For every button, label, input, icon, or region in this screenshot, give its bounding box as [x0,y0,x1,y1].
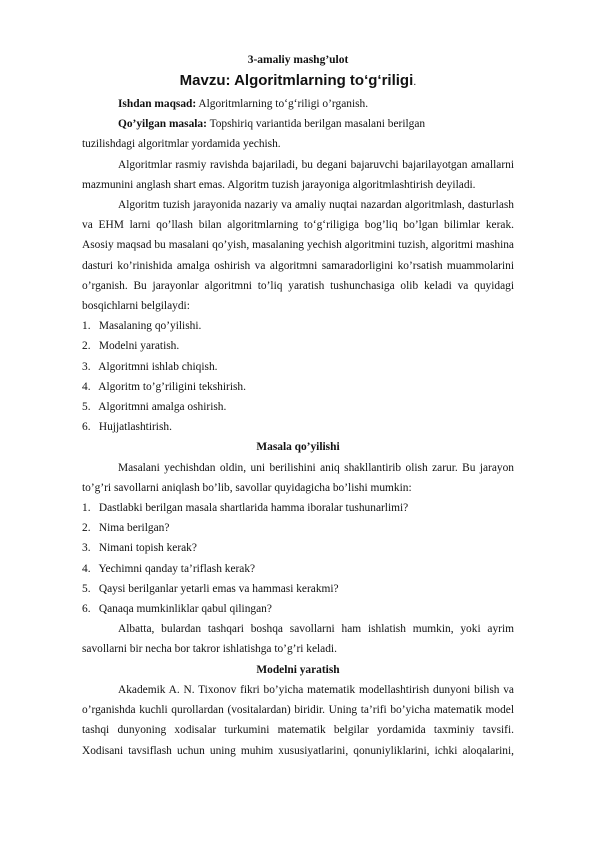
list-item [82,579,514,599]
list-text: Nimani topish kerak? [98,542,197,555]
list-item [82,538,514,558]
list-text: Hujjatlashtirish. [98,421,172,434]
page-content [82,50,514,761]
list-number: 4. [82,380,91,393]
list-number: 5. [82,401,91,414]
list-number: 4. [82,562,91,575]
list-text: Dastlabki berilgan masala shartlarida hamma iboralar tushunarlimi? [98,502,409,515]
goal-paragraph [82,94,514,114]
paragraph-problem-intro: Masalani yechishdan oldin, uni berilishini aniq shakllantirib olish zarur. Bu jarayon to’g’ri savollarni aniqlash bo’lib, savollar quyidagicha bo’lishi mumkin: [82,461,514,494]
paragraph-formal-execution: Algoritmlar rasmiy ravishda bajariladi, bu degani bajaruvchi bajarilayotgan amallarni mazmunini anglash shart emas. Algoritm tuzish jarayoniga algoritmlashtirish deyiladi. [82,158,514,191]
task-paragraph [82,114,514,134]
task-continuation: tuzilishdagi algoritmlar yordamida yechish. [82,138,281,151]
paragraph-problem-outro: Albatta, bulardan tashqari boshqa savollarni ham ishlatish mumkin, yoki ayrim savollarni bir necha bor takror ishlatishga to’g’ri keladi. [82,623,514,656]
paragraph-algorithm-design: Algoritm tuzish jarayonida nazariy va amaliy nuqtai nazardan algoritmlash, dasturlash va EHM larni qo’llash bilan algoritmlarning to‘g‘riligiga bog’liq bo’lgan bilimlar kerak. Asosiy maqsad bu masalani qo’yish, masalaning yechish algoritmini tuzish, algoritmi mashina dasturi ko’rinishida amalga oshirish va algoritmni samaradorligini ko’rsatish muammolarini o’rganish. Bu jarayonlar algoritmni to’liq yaratish tushunchasiga olib keladi va quyidagi bosqichlarni belgilaydi: [82,199,514,313]
list-number: 3. [82,542,91,555]
stages-list [82,316,514,437]
section-heading-model: Modelni yaratish [256,663,340,676]
list-item [82,498,514,518]
list-item [82,518,514,538]
list-number: 6. [82,421,91,434]
list-text: Yechimni qanday ta’riflash kerak? [98,562,256,575]
list-item [82,417,514,437]
list-number: 2. [82,522,91,535]
list-number: 6. [82,603,91,616]
topic-title-text: Mavzu: Algoritmlarning to‘g‘riligi [179,72,414,89]
list-item [82,599,514,619]
list-number: 3. [82,360,91,373]
task-text: Topshiriq variantida berilgan masalani berilgan [206,118,426,131]
list-text: Qaysi berilganlar yetarli emas va hammasi kerakmi? [98,582,339,595]
list-number: 5. [82,582,91,595]
practice-title: 3-amaliy mashg’ulot [247,54,349,66]
list-item [82,377,514,397]
list-item [82,397,514,417]
list-number: 2. [82,340,91,353]
list-number: 1. [82,320,91,333]
list-text: Masalaning qo’yilishi. [98,320,202,333]
task-label: Qo’yilgan masala: [118,118,207,131]
list-item [82,316,514,336]
section-heading-problem-statement: Masala qo’yilishi [256,441,340,454]
topic-title [82,70,514,93]
list-item [82,336,514,356]
list-text: Qanaqa mumkinliklar qabul qilingan? [98,603,272,616]
list-text: Modelni yaratish. [98,340,180,353]
questions-list [82,498,514,619]
list-text: Algoritm to’g’riligini tekshirish. [98,380,246,393]
topic-title-dot: . [413,76,417,88]
list-item [82,357,514,377]
list-text: Algoritmni ishlab chiqish. [98,360,218,373]
list-text: Algoritmni amalga oshirish. [98,401,227,414]
goal-label: Ishdan maqsad: [118,98,197,110]
list-text: Nima berilgan? [98,522,170,535]
goal-text: Algoritmlarning to‘g‘riligi o’rganish. [196,98,369,110]
list-item [82,559,514,579]
paragraph-model: Akademik A. N. Tixonov fikri bo’yicha matematik modellashtirish dunyoni bilish va o’rganishda kuchli qurollardan (vositalardan) biridir. Uning ta’rifi bo’yicha matematik model tashqi dunyoning xodisalar turkumini matematik belgilar yordamida taxminiy tavsifi. Xodisani tavsiflash uchun uning muhim xususiyatlarini, qonuniyliklarini, ichki aloqalarini, [82,683,514,757]
list-number: 1. [82,502,91,515]
